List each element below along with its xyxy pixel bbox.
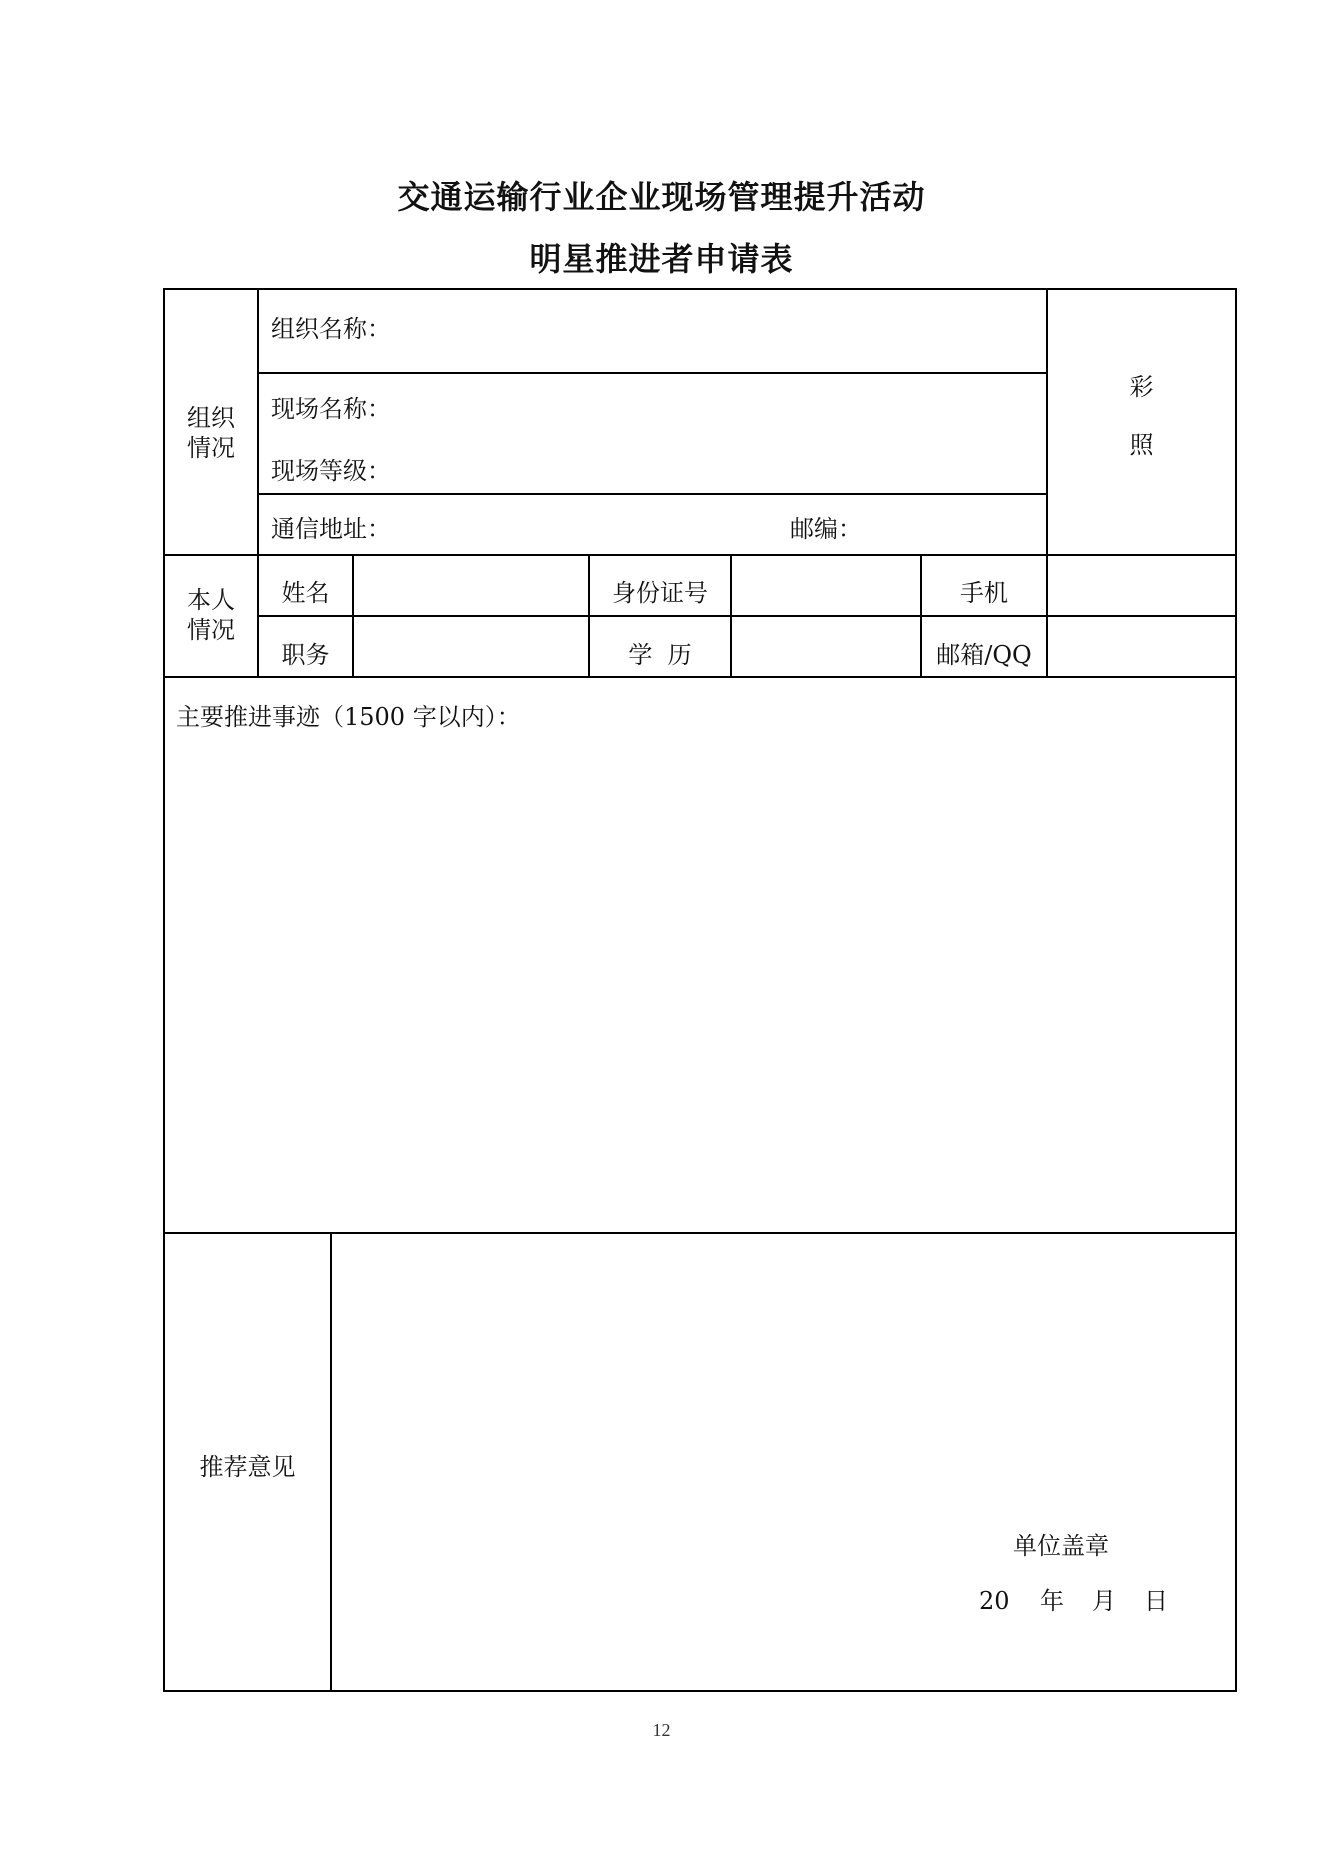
org-name-field[interactable] [259,290,1046,372]
id-number-input[interactable] [732,556,920,615]
email-qq-input[interactable] [1048,617,1235,676]
form-title-line1: 交通运输行业企业现场管理提升活动 [397,178,926,216]
name-input[interactable] [354,556,588,615]
achievements-area[interactable] [165,678,1235,1232]
name-label: 姓名 [281,579,330,607]
personal-section-label [165,585,257,645]
date-year-unit: 年 [1040,1587,1064,1615]
address-label: 通信地址： [271,515,391,543]
site-level-label: 现场等级： [271,457,391,485]
position-label: 职务 [281,641,330,669]
education-input[interactable] [732,617,920,676]
date-day-unit: 日 [1144,1587,1168,1615]
personal-section-label-line1: 本人 [187,586,235,614]
recommendation-label: 推荐意见 [199,1453,296,1481]
address-field[interactable] [259,495,779,553]
mobile-input[interactable] [1048,556,1235,615]
id-number-label: 身份证号 [612,579,708,607]
position-input[interactable] [354,617,588,676]
recommendation-area[interactable] [332,1234,1235,1690]
mobile-label: 手机 [960,579,1008,607]
email-qq-label: 邮箱/QQ [936,641,1032,669]
page-number: 12 [652,1720,671,1740]
org-name-label: 组织名称： [271,315,391,343]
table-border-bottom [163,1690,1237,1692]
date-year: 20 [979,1587,1010,1615]
photo-label-line1: 彩 [1129,373,1154,401]
education-label: 学 历 [628,641,692,669]
postcode-label: 邮编： [790,515,862,543]
site-name-field[interactable] [259,374,1046,432]
photo-box[interactable] [1048,290,1235,554]
date-month-unit: 月 [1092,1587,1116,1615]
postcode-field[interactable] [779,495,1046,553]
org-section-label [165,403,257,463]
site-name-label: 现场名称： [271,395,391,423]
org-section-label-line1: 组织 [187,404,235,432]
site-level-field[interactable] [259,432,1046,492]
form-title-line2: 明星推进者申请表 [529,240,794,278]
table-border-right [1235,288,1237,1692]
personal-section-label-line2: 情况 [187,616,235,644]
photo-label-line2: 照 [1129,431,1154,459]
unit-seal-label: 单位盖章 [1013,1532,1109,1560]
org-section-label-line2: 情况 [187,434,235,462]
achievements-label: 主要推进事迹（1500 字以内）： [176,703,521,731]
